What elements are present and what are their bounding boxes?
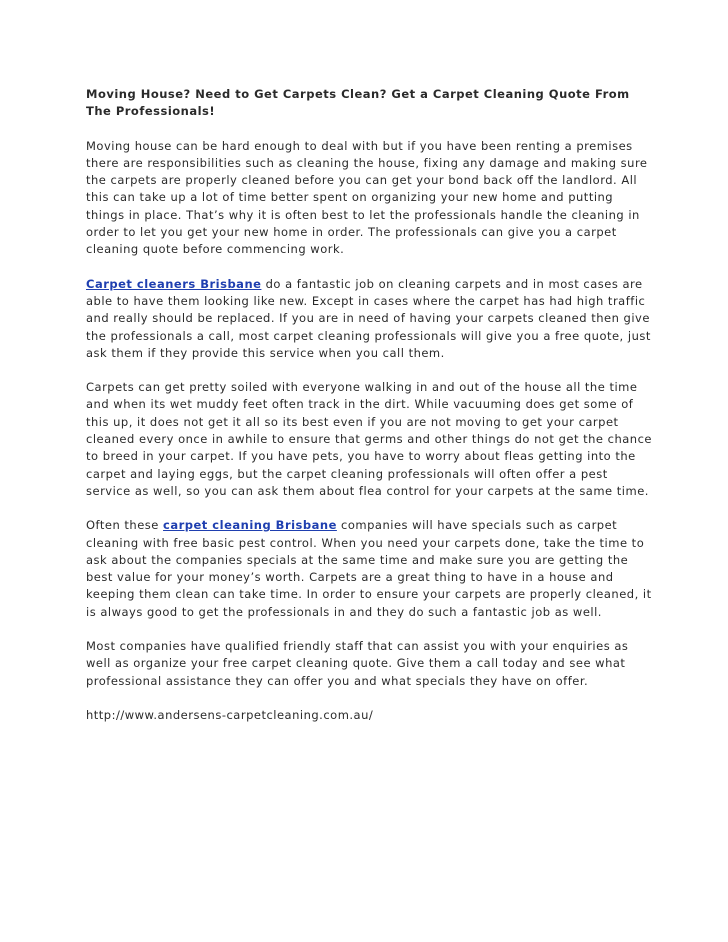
paragraph-2: [86, 276, 652, 362]
source-url: http://www.andersens-carpetcleaning.com.au/: [86, 707, 374, 722]
paragraph-1: Moving house can be hard enough to deal with but if you have been renting a premises there are responsibilities such as cleaning the house, fixing any damage and making sure the carpets are properly cleaned before you can get your bond back off the landlord. All this can take up a lot of time better spent on organizing your new home and putting things in place. That’s why it is often best to let the professionals handle the cleaning in order to let you get your new home in order. The professionals can give you a carpet cleaning quote before commencing work.: [86, 138, 648, 257]
carpet-cleaning-brisbane-link[interactable]: carpet cleaning Brisbane: [163, 518, 337, 533]
document-page: [86, 86, 652, 724]
paragraph-4-lead: Often these: [86, 518, 164, 533]
paragraph-4: [86, 517, 652, 621]
paragraph-5: Most companies have qualified friendly staff that can assist you with your enquiries as well as organize your free carpet cleaning quote. Give them a call today and see what professional assistance they can offer you and what specials they have on offer.: [86, 639, 629, 688]
carpet-cleaners-brisbane-link[interactable]: Carpet cleaners Brisbane: [86, 276, 262, 291]
document-title: Moving House? Need to Get Carpets Clean? Get a Carpet Cleaning Quote From The Professionals!: [86, 87, 630, 119]
paragraph-2-text: do a fantastic job on cleaning carpets and in most cases are able to have them looking like new. Except in cases where the carpet has had high traffic and really should be replaced. If you are in need of having your carpets cleaned then give the professionals a call, most carpet cleaning professionals will give you a free quote, just ask them if they provide this service when you call them.: [86, 276, 651, 360]
paragraph-4-text: companies will have specials such as carpet cleaning with free basic pest control. When you need your carpets done, take the time to ask about the companies specials at the same time and make sure you are getting the best value for your money’s worth. Carpets are a great thing to have in a house and keeping them clean can take time. In order to ensure your carpets are properly cleaned, it is always good to get the professionals in and they do such a fantastic job as well.: [86, 518, 652, 619]
paragraph-3: Carpets can get pretty soiled with everyone walking in and out of the house all the time and when its wet muddy feet often track in the dirt. While vacuuming does get some of this up, it does not get it all so its best even if you are not moving to get your carpet cleaned every once in awhile to ensure that germs and other things do not get the chance to breed in your carpet. If you have pets, you have to worry about fleas getting into the carpet and laying eggs, but the carpet cleaning professionals will often offer a pest service as well, so you can ask them about flea control for your carpets at the same time.: [86, 380, 652, 498]
